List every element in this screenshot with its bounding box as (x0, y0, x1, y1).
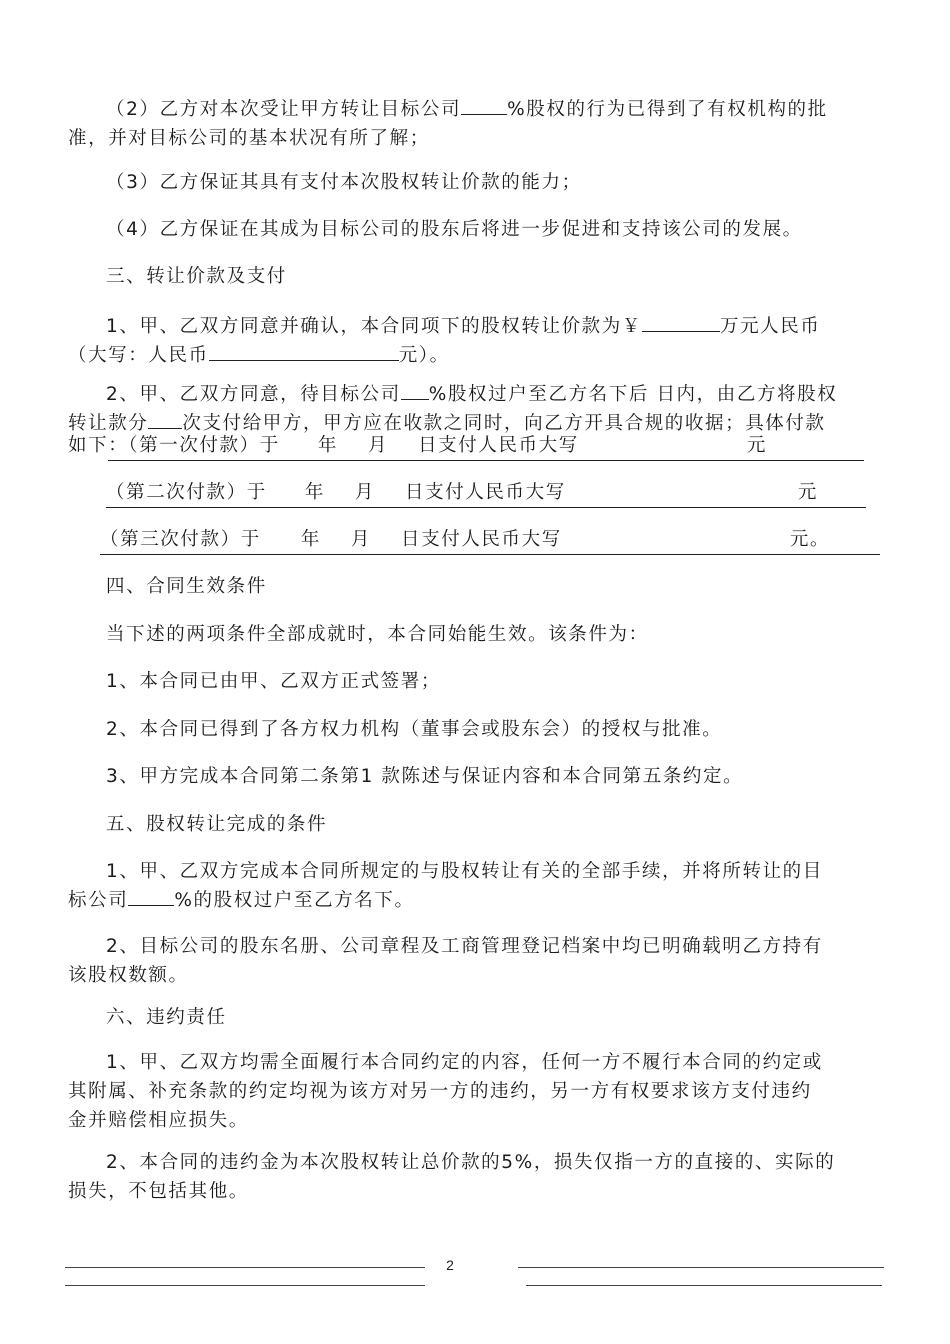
completion-condition-2-line-2: 该股权数额。 (68, 965, 189, 986)
payment-line-3: 如下：（第一次付款）于 年 月 日支付人民币大写 元 (68, 431, 872, 461)
second-payment-row: （第二次付款）于 年 月 日支付人民币大写 元 (106, 478, 866, 508)
blank-field (401, 381, 429, 400)
footer-rule-left-top (65, 1267, 425, 1268)
section-heading-5: 五、股权转让完成的条件 (106, 814, 328, 835)
effect-condition-3: 3、甲方完成本合同第二条第1 款陈述与保证内容和本合同第五条约定。 (106, 766, 744, 787)
blank-field (128, 887, 174, 906)
completion-condition-1-line-2: 标公司 %的股权过户至乙方名下。 (68, 886, 884, 915)
price-line-1: 1、甲、乙双方同意并确认，本合同项下的股权转让价款为￥ 万元人民币 (68, 312, 922, 341)
blank-field (461, 96, 507, 115)
blank-field (209, 342, 399, 361)
clause-2-line-1: （2）乙方对本次受让甲方转让目标公司 %股权的行为已得到了有权机构的批 (68, 95, 922, 124)
liability-2-line-2: 损失，不包括其他。 (68, 1181, 249, 1202)
third-payment-row: （第三次付款）于 年 月 日支付人民币大写 元。 (100, 525, 880, 555)
clause-3: （3）乙方保证其具有支付本次股权转让价款的能力； (106, 172, 582, 193)
first-payment-row: ：（第一次付款）于 年 月 日支付人民币大写 元 (108, 431, 864, 461)
effect-conditions-intro: 当下述的两项条件全部成就时，本合同始能生效。该条件为： (106, 624, 649, 645)
clause-2-line-2: 准，并对目标公司的基本状况有所了解； (68, 128, 430, 149)
liability-1-line-2: 其附属、补充条款的约定均视为该方对另一方的违约，另一方有权要求该方支付违约 (68, 1081, 812, 1102)
section-heading-4: 四、合同生效条件 (106, 576, 267, 597)
page-number: 2 (446, 1257, 454, 1273)
payment-line-1: 2、甲、乙双方同意，待目标公司 %股权过户至乙方名下后 日内，由乙方将股权 (68, 380, 922, 409)
section-heading-3: 三、转让价款及支付 (106, 266, 287, 287)
effect-condition-2: 2、本合同已得到了各方权力机构（董事会或股东会）的授权与批准。 (106, 719, 723, 740)
liability-1-line-1: 1、甲、乙双方均需全面履行本合同约定的内容，任何一方不履行本合同的约定或 (106, 1052, 823, 1073)
footer-rule-right-top (518, 1267, 884, 1268)
blank-field (642, 313, 720, 332)
footer-rule-left-bottom (65, 1285, 425, 1286)
completion-condition-1-line-1: 1、甲、乙双方完成本合同所规定的与股权转让有关的全部手续，并将所转让的目 (106, 861, 823, 882)
effect-condition-1: 1、本合同已由甲、乙双方正式签署； (106, 671, 441, 692)
clause-4: （4）乙方保证在其成为目标公司的股东后将进一步促进和支持该公司的发展。 (106, 219, 803, 240)
payment-line-2: 转让款分 次支付给甲方，甲方应在收款之同时，向乙方开具合规的收据；具体付款 (68, 409, 884, 438)
price-line-2: （大写：人民币 元）。 (68, 341, 884, 370)
blank-field (148, 410, 182, 429)
completion-condition-2-line-1: 2、目标公司的股东名册、公司章程及工商管理登记档案中均已明确载明乙方持有 (106, 936, 823, 957)
liability-2-line-1: 2、本合同的违约金为本次股权转让总价款的5%，损失仅指一方的直接的、实际的 (106, 1152, 836, 1173)
footer-rule-right-bottom (526, 1285, 882, 1286)
liability-1-line-3: 金并赔偿相应损失。 (68, 1110, 249, 1131)
section-heading-6: 六、违约责任 (106, 1007, 227, 1028)
